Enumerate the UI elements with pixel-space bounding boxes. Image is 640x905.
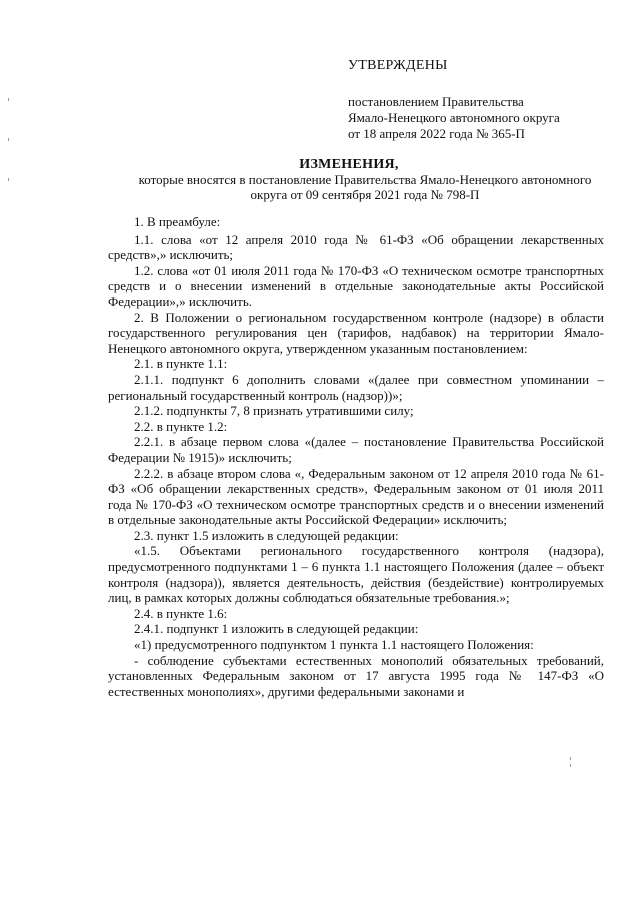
paragraph: - соблюдение субъектами естественных монополий обязательных требований, установленных Федеральным законом от 17 августа 1995 года № 147-ФЗ «О естественных монополиях», другими федеральными законами и — [108, 652, 604, 699]
paragraph: 2.1.2. подпункты 7, 8 признать утратившими силу; — [134, 403, 414, 419]
approval-line: Ямало-Ненецкого автономного округа — [348, 110, 560, 125]
paragraph: 2.4.1. подпункт 1 изложить в следующей редакции: — [134, 621, 419, 637]
paragraph: 1. В преамбуле: — [134, 214, 221, 229]
paragraph: 2.2.1. в абзаце первом слова «(далее – постановление Правительства Российской Федерации № 1915)» исключить; — [108, 434, 604, 465]
approval-line: от 18 апреля 2022 года № 365-П — [348, 126, 525, 141]
approval-block — [348, 58, 628, 142]
paragraph: 1.2. слова «от 01 июля 2011 года № 170-ФЗ «О техническом осмотре транспортных средств и о внесении изменений в отдельные законодательные акты Российской Федерации»,» исключить. — [108, 262, 604, 309]
scan-mark — [8, 138, 9, 141]
scan-mark — [8, 98, 9, 101]
scan-mark — [570, 757, 571, 760]
document-title: ИЗМЕНЕНИЯ, — [299, 157, 399, 172]
paragraph: «1) предусмотренного подпунктом 1 пункта 1.1 настоящего Положения: — [134, 637, 534, 653]
scan-mark — [8, 178, 9, 181]
paragraph: 2.1. в пункте 1.1: — [134, 356, 228, 372]
paragraph: 1.1. слова «от 12 апреля 2010 года № 61-ФЗ «Об обращении лекарственных средств»,» исключить; — [108, 231, 604, 263]
approval-heading: УТВЕРЖДЕНЫ — [348, 58, 448, 73]
document-subtitle: которые вносятся в постановление Правительства Ямало-Ненецкого автономного округа от 09 сентября 2021 года № 798-П — [138, 172, 592, 202]
paragraph: «1.5. Объектами регионального государственного контроля (надзора), предусмотренного подпунктами 1 – 6 пункта 1.1 настоящего Положения (далее – объект контроля (надзора)), является деятельность, действия (бездействие) контролируемых лиц, в рамках которых должны соблюдаться обязательные требования.»; — [108, 543, 604, 606]
paragraph: 2.4. в пункте 1.6: — [134, 605, 228, 621]
scan-mark — [570, 764, 571, 767]
paragraph: 2.1.1. подпункт 6 дополнить словами «(далее при совместном упоминании – региональный государственный контроль (надзор))»; — [108, 371, 604, 403]
document-body — [108, 214, 604, 699]
paragraph: 2.3. пункт 1.5 изложить в следующей редакции: — [134, 527, 399, 543]
approval-line: постановлением Правительства — [348, 94, 524, 109]
paragraph: 2. В Положении о региональном государственном контроле (надзоре) в области государственного регулирования цен (тарифов, надбавок) на территории Ямало-Ненецкого автономного округа, утвержденном указанным постановлением: — [108, 309, 604, 356]
paragraph: 2.2. в пункте 1.2: — [134, 418, 228, 434]
paragraph: 2.2.2. в абзаце втором слова «, Федеральным законом от 12 апреля 2010 года № 61-ФЗ «Об обращении лекарственных средств», Федеральным законом от 01 июля 2011 года № 170-ФЗ «О техническом осмотре транспортных средств и о внесении изменений в отдельные законодательные акты Российской Федерации» исключить; — [108, 465, 604, 528]
